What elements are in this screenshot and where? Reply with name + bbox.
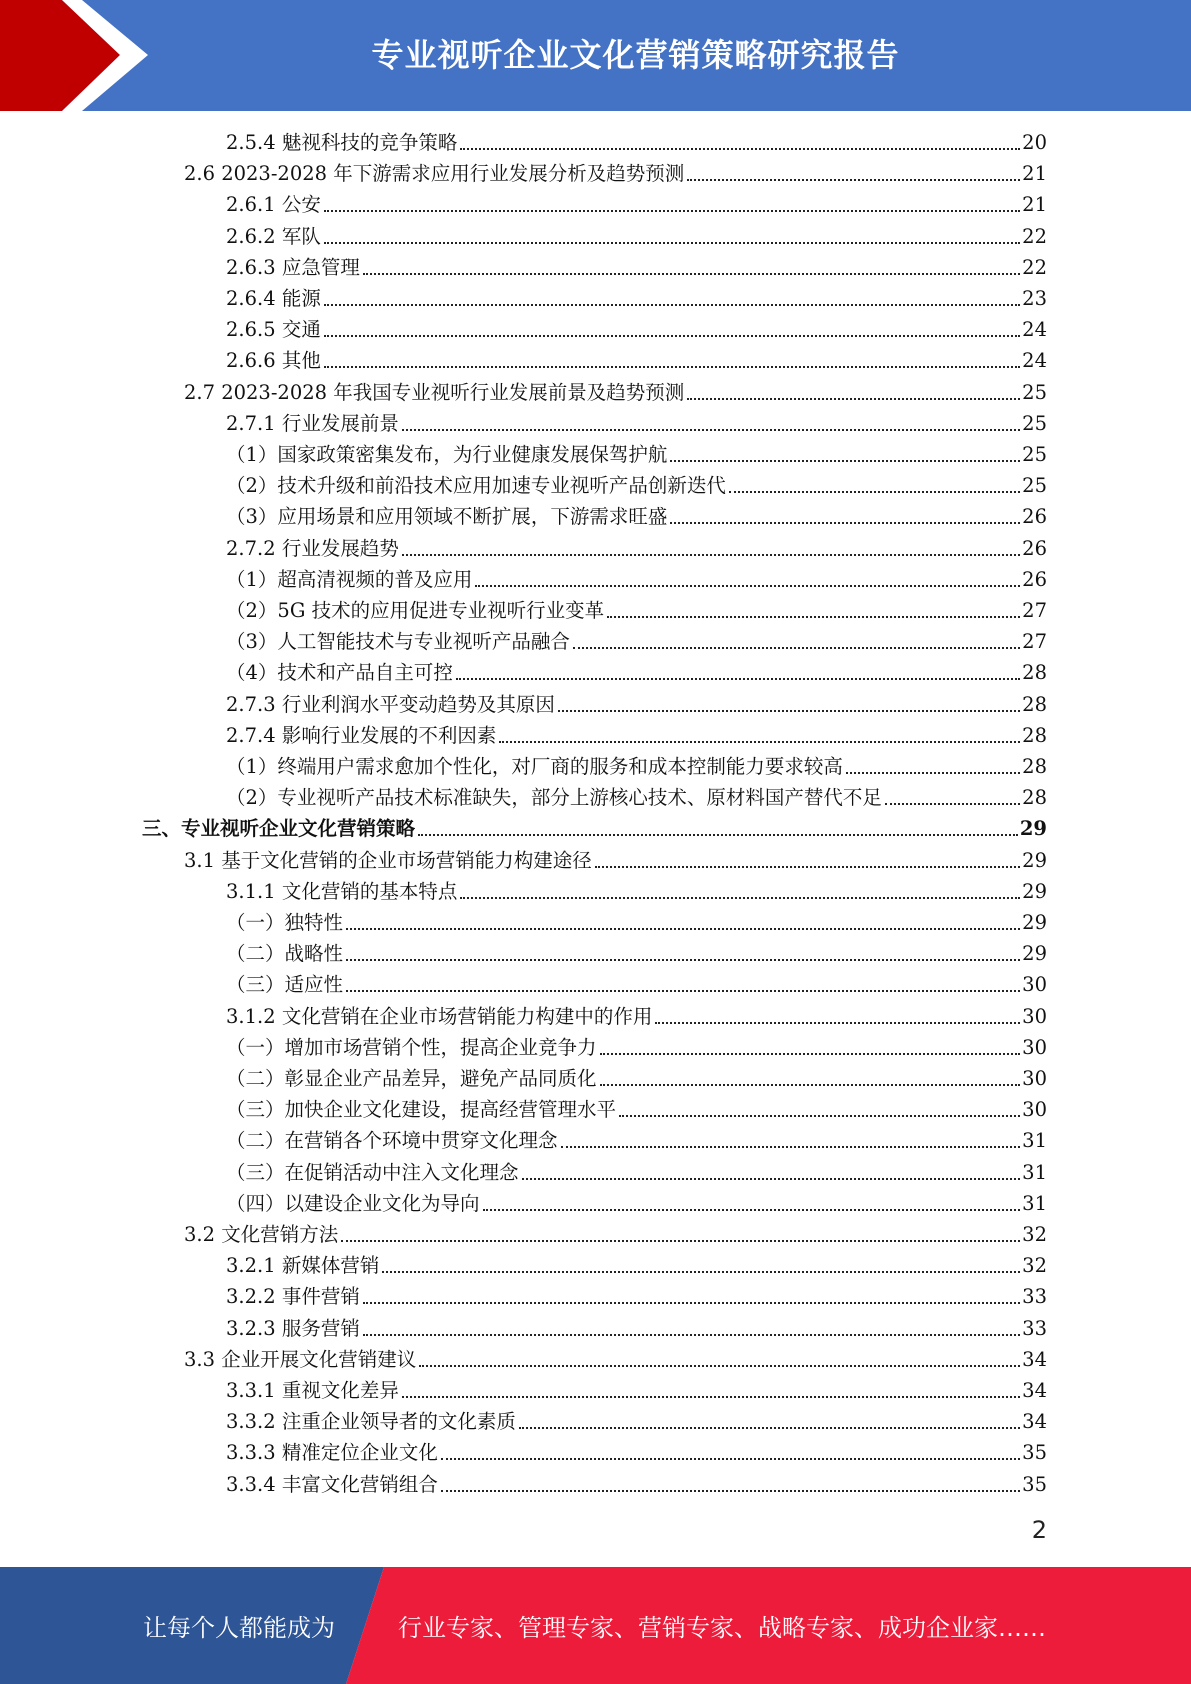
toc-entry[interactable] — [184, 845, 1047, 876]
toc-entry-page: 35 — [1022, 1472, 1047, 1496]
toc-entry-title: （3）人工智能技术与专业视听产品融合 — [226, 630, 570, 654]
toc-dot-leader — [402, 1396, 1020, 1398]
toc-entry[interactable] — [226, 439, 1047, 470]
toc-entry-title: 三、专业视听企业文化营销策略 — [142, 817, 416, 841]
toc-dot-leader — [519, 1427, 1020, 1429]
toc-entry[interactable] — [226, 1094, 1047, 1125]
toc-entry[interactable] — [226, 689, 1047, 720]
toc-dot-leader — [619, 1115, 1020, 1117]
toc-entry[interactable] — [226, 221, 1047, 252]
toc-entry-page: 25 — [1022, 411, 1047, 435]
toc-entry-page: 29 — [1022, 942, 1047, 966]
toc-dot-leader — [402, 429, 1020, 431]
toc-dot-leader — [885, 803, 1020, 805]
toc-entry-title: （一）独特性 — [226, 911, 344, 934]
header-banner — [0, 0, 1191, 111]
toc-dot-leader — [419, 1365, 1020, 1367]
toc-entry-title: （1）国家政策密集发布，为行业健康发展保驾护航 — [226, 443, 668, 466]
toc-entry-title: 3.2 文化营销方法 — [184, 1223, 339, 1246]
footer-slogan-left: 让每个人都能成为 — [143, 1614, 335, 1642]
toc-entry-title: 3.1.2 文化营销在企业市场营销能力构建中的作用 — [226, 1004, 653, 1028]
toc-entry-page: 34 — [1022, 1347, 1047, 1371]
toc-entry[interactable] — [226, 720, 1047, 751]
page-number: 2 — [1031, 1516, 1047, 1544]
toc-entry-page: 31 — [1022, 1129, 1047, 1153]
toc-entry[interactable] — [226, 626, 1047, 657]
toc-entry-page: 28 — [1022, 786, 1047, 810]
toc-entry-title: （三）适应性 — [226, 973, 344, 997]
toc-entry-page: 21 — [1022, 162, 1047, 186]
toc-entry-title: （三）加快企业文化建设，提高经营管理水平 — [226, 1098, 617, 1122]
toc-entry[interactable] — [184, 377, 1047, 408]
toc-entry-title: （二）彰显企业产品差异，避免产品同质化 — [226, 1067, 597, 1090]
toc-entry-title: （三）在促销活动中注入文化理念 — [226, 1160, 519, 1184]
toc-entry[interactable] — [226, 969, 1047, 1000]
toc-entry-title: 2.7.1 行业发展前景 — [226, 411, 399, 435]
toc-dot-leader — [324, 366, 1020, 368]
toc-entry-title: （2）5G 技术的应用促进专业视听行业变革 — [226, 599, 605, 622]
toc-entry-page: 28 — [1022, 692, 1047, 716]
toc-entry-title: （4）技术和产品自主可控 — [226, 661, 453, 685]
toc-entry-page: 26 — [1022, 567, 1047, 591]
toc-entry[interactable] — [226, 938, 1047, 969]
toc-entry-title: 2.6.1 公安 — [226, 193, 321, 217]
toc-dot-leader — [363, 273, 1020, 275]
toc-dot-leader — [346, 928, 1020, 930]
toc-entry-page: 28 — [1022, 661, 1047, 685]
toc-entry-title: 3.3.3 精准定位企业文化 — [226, 1441, 438, 1465]
toc-entry-page: 27 — [1022, 599, 1047, 622]
toc-entry-page: 21 — [1022, 193, 1047, 217]
toc-entry-page: 33 — [1022, 1285, 1047, 1309]
toc-entry[interactable] — [226, 283, 1047, 314]
toc-entry-page: 24 — [1022, 349, 1047, 373]
header-arrow-decoration — [0, 0, 160, 111]
toc-entry-title: 2.6.4 能源 — [226, 287, 321, 310]
toc-entry-page: 34 — [1022, 1410, 1047, 1434]
toc-entry-title: 2.6 2023-2028 年下游需求应用行业发展分析及趋势预测 — [184, 162, 685, 186]
toc-entry[interactable] — [226, 876, 1047, 907]
toc-entry-title: 2.6.3 应急管理 — [226, 255, 360, 279]
toc-entry-title: （二）战略性 — [226, 942, 344, 966]
toc-entry-title: 3.1 基于文化营销的企业市场营销能力构建途径 — [184, 848, 592, 872]
toc-dot-leader — [418, 834, 1018, 836]
toc-entry-title: 3.2.2 事件营销 — [226, 1285, 360, 1309]
toc-dot-leader — [600, 1053, 1021, 1055]
toc-dot-leader — [499, 741, 1020, 743]
toc-dot-leader — [382, 1271, 1020, 1273]
toc-entry-title: 2.6.2 军队 — [226, 224, 321, 248]
toc-entry-title: 3.3 企业开展文化营销建议 — [184, 1347, 417, 1371]
toc-dot-leader — [595, 866, 1020, 868]
toc-entry[interactable] — [142, 813, 1047, 844]
toc-dot-leader — [670, 460, 1020, 462]
toc-dot-leader — [475, 585, 1020, 587]
toc-entry[interactable] — [226, 1188, 1047, 1219]
toc-entry-page: 34 — [1022, 1379, 1047, 1402]
toc-entry-page: 25 — [1022, 474, 1047, 498]
toc-entry[interactable] — [184, 158, 1047, 189]
toc-entry-title: （二）在营销各个环境中贯穿文化理念 — [226, 1129, 558, 1153]
toc-dot-leader — [729, 491, 1020, 493]
toc-dot-leader — [402, 554, 1020, 556]
toc-entry-page: 30 — [1022, 1098, 1047, 1122]
toc-entry-page: 20 — [1022, 131, 1047, 154]
toc-entry-page: 28 — [1022, 755, 1047, 778]
toc-entry-title: （2）专业视听产品技术标准缺失，部分上游核心技术、原材料国产替代不足 — [226, 786, 882, 810]
toc-entry[interactable] — [226, 751, 1047, 782]
toc-dot-leader — [607, 616, 1020, 618]
toc-dot-leader — [600, 1084, 1021, 1086]
toc-entry-title: （四）以建设企业文化为导向 — [226, 1191, 480, 1215]
toc-entry-page: 32 — [1022, 1254, 1047, 1278]
toc-dot-leader — [687, 398, 1020, 400]
toc-entry-title: 2.6.6 其他 — [226, 349, 321, 373]
toc-entry[interactable] — [226, 907, 1047, 938]
toc-entry-page: 29 — [1022, 911, 1047, 934]
toc-entry[interactable] — [226, 564, 1047, 595]
toc-entry-page: 29 — [1022, 848, 1047, 872]
toc-entry[interactable] — [226, 1281, 1047, 1312]
toc-entry-page: 30 — [1022, 1035, 1047, 1059]
toc-dot-leader — [441, 1490, 1020, 1492]
toc-entry-page: 33 — [1022, 1316, 1047, 1340]
toc-entry-page: 25 — [1022, 443, 1047, 466]
toc-dot-leader — [324, 304, 1020, 306]
document-title: 专业视听企业文化营销策略研究报告 — [371, 36, 900, 74]
toc-entry-page: 23 — [1022, 287, 1047, 310]
footer-banner — [0, 1567, 1191, 1684]
toc-entry-page: 30 — [1022, 1067, 1047, 1090]
toc-dot-leader — [324, 210, 1020, 212]
toc-dot-leader — [441, 1458, 1020, 1460]
toc-entry[interactable] — [226, 782, 1047, 813]
toc-entry-page: 22 — [1022, 255, 1047, 279]
toc-entry[interactable] — [226, 501, 1047, 532]
toc-entry-title: （一）增加市场营销个性，提高企业竞争力 — [226, 1035, 597, 1059]
toc-entry-title: 3.3.4 丰富文化营销组合 — [226, 1472, 438, 1496]
toc-entry-title: 2.5.4 魅视科技的竞争策略 — [226, 131, 458, 154]
toc-dot-leader — [324, 242, 1020, 244]
toc-entry-title: 2.7.2 行业发展趋势 — [226, 536, 399, 560]
toc-entry-page: 26 — [1022, 536, 1047, 560]
toc-dot-leader — [558, 710, 1020, 712]
toc-dot-leader — [687, 179, 1020, 181]
toc-dot-leader — [363, 1334, 1020, 1336]
toc-entry[interactable] — [226, 1437, 1047, 1468]
toc-entry-page: 27 — [1022, 630, 1047, 654]
toc-entry-page: 35 — [1022, 1441, 1047, 1465]
toc-entry-page: 25 — [1022, 380, 1047, 404]
toc-entry[interactable] — [226, 252, 1047, 283]
toc-entry[interactable] — [226, 1001, 1047, 1032]
toc-entry[interactable] — [226, 1250, 1047, 1281]
toc-entry-page: 31 — [1022, 1160, 1047, 1184]
toc-entry-page: 31 — [1022, 1191, 1047, 1215]
toc-entry[interactable] — [226, 189, 1047, 220]
toc-entry[interactable] — [184, 1344, 1047, 1375]
toc-entry[interactable] — [226, 657, 1047, 688]
toc-dot-leader — [341, 1240, 1020, 1242]
toc-entry[interactable] — [226, 314, 1047, 345]
toc-dot-leader — [573, 647, 1020, 649]
toc-entry-title: 3.2.1 新媒体营销 — [226, 1254, 380, 1278]
toc-entry-page: 30 — [1022, 1004, 1047, 1028]
toc-dot-leader — [522, 1178, 1021, 1180]
toc-entry-title: （2）技术升级和前沿技术应用加速专业视听产品创新迭代 — [226, 474, 726, 498]
toc-entry[interactable] — [226, 127, 1047, 158]
toc-dot-leader — [561, 1146, 1021, 1148]
toc-dot-leader — [460, 148, 1020, 150]
toc-entry-title: 3.3.2 注重企业领导者的文化素质 — [226, 1410, 516, 1434]
toc-entry[interactable] — [226, 345, 1047, 376]
toc-entry[interactable] — [226, 595, 1047, 626]
toc-entry[interactable] — [226, 1313, 1047, 1344]
toc-dot-leader — [846, 772, 1020, 774]
toc-dot-leader — [655, 1022, 1020, 1024]
toc-dot-leader — [670, 522, 1020, 524]
toc-entry-title: 2.7.4 影响行业发展的不利因素 — [226, 723, 497, 747]
toc-entry[interactable] — [226, 1032, 1047, 1063]
toc-dot-leader — [363, 1302, 1020, 1304]
toc-entry-page: 30 — [1022, 973, 1047, 997]
toc-dot-leader — [346, 990, 1020, 992]
toc-entry[interactable] — [184, 1219, 1047, 1250]
toc-entry[interactable] — [226, 1469, 1047, 1500]
toc-entry-title: 3.2.3 服务营销 — [226, 1316, 360, 1340]
toc-entry[interactable] — [226, 1375, 1047, 1406]
toc-entry-page: 29 — [1019, 817, 1047, 841]
toc-dot-leader — [460, 897, 1020, 899]
toc-entry-title: （3）应用场景和应用领域不断扩展，下游需求旺盛 — [226, 505, 668, 529]
toc-entry-title: 2.7.3 行业利润水平变动趋势及其原因 — [226, 692, 555, 716]
toc-entry[interactable] — [226, 1125, 1047, 1156]
toc-entry-title: 3.3.1 重视文化差异 — [226, 1379, 399, 1402]
toc-entry-title: 2.7 2023-2028 年我国专业视听行业发展前景及趋势预测 — [184, 380, 685, 404]
toc-dot-leader — [456, 678, 1020, 680]
toc-entry-page: 32 — [1022, 1223, 1047, 1246]
toc-entry-title: 3.1.1 文化营销的基本特点 — [226, 879, 458, 903]
toc-entry[interactable] — [226, 408, 1047, 439]
toc-entry-page: 29 — [1022, 879, 1047, 903]
toc-entry-page: 24 — [1022, 318, 1047, 342]
toc-dot-leader — [346, 959, 1020, 961]
toc-entry[interactable] — [226, 1406, 1047, 1437]
toc-entry[interactable] — [226, 470, 1047, 501]
toc-entry-title: 2.6.5 交通 — [226, 318, 321, 342]
toc-dot-leader — [324, 335, 1020, 337]
toc-entry-page: 26 — [1022, 505, 1047, 529]
toc-entry-title: （1）终端用户需求愈加个性化，对厂商的服务和成本控制能力要求较高 — [226, 755, 843, 778]
toc-entry[interactable] — [226, 1063, 1047, 1094]
toc-entry[interactable] — [226, 533, 1047, 564]
toc-entry-page: 28 — [1022, 723, 1047, 747]
toc-entry-title: （1）超高清视频的普及应用 — [226, 567, 473, 591]
footer-slogan-right: 行业专家、管理专家、营销专家、战略专家、成功企业家…… — [398, 1614, 1046, 1642]
toc-entry-page: 22 — [1022, 224, 1047, 248]
toc-dot-leader — [483, 1209, 1021, 1211]
toc-entry[interactable] — [226, 1157, 1047, 1188]
